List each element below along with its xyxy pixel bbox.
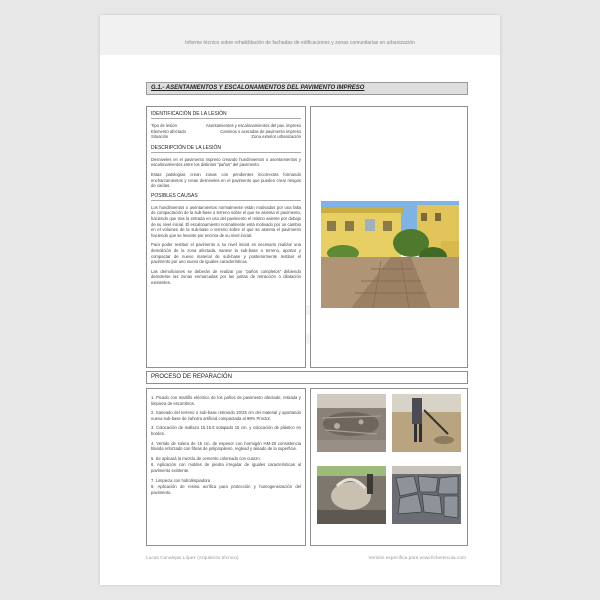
repair-step: 7. Limpieza con hidrolimpiadora [151,477,211,483]
repair-step: 8. Aplicación de resina acrílica para protección y homogeneización del pavimento. [151,484,301,495]
repair-step: 3. Colocación de mallazo 15.15.6 solapado 15 cm. y colocación de plástico en bordes. [151,425,301,436]
repair-photos-box [310,388,468,546]
page-top-band [100,15,500,55]
repair-step: 2. Saneado del terreno o sub-base retirando 20/25 cm del material y aportando nueva sub-base de zahorra artificial compactada al 98% Proctor. [151,410,301,421]
description-paragraph: Desniveles en el pavimento impreso creando hundimientos o asentamientos y escalonamientos entre los distintos “paños” del pavimento. [151,156,301,168]
causes-paragraph: Las demoliciones se deberán de realizar por “paños completos” debiendo demolerse las zonas enmarcadas por las juntas de retracción o dilatación existentes. [151,268,301,285]
description-heading: DESCRIPCIÓN DE LA LESIÓN [151,145,301,153]
lesion-title: G.1.- ASENTAMIENTOS Y ESCALONAMIENTOS DEL PAVIMENTO IMPRESO [151,85,365,91]
causes-paragraph: Los hundimientos o asentamientos normalmente están motivados por una falta de compactación de la sub-base o terreno sobre el que se asienta el pavimento, haciendo que tras la entrada en uso del pavimento el mismo asiente por debajo de su nivel inicial. El escalonamiento normalmente está motivado por un cambio en el volumen de la sub-base o terreno sobre el que se asienta el pavimento haciendo que se levante por encima de su nivel inicial. [151,204,301,238]
repair-step: 4. Vertido de solera de 15 cm. de espesor con hormigón HM-20 consistencia blanda reforzado con fibras de polipropileno, reglead y alisado de la superficie. [151,440,301,452]
identification-label: Elemento afectado [151,128,186,134]
page-header: Informe técnico sobre rehabilitación de fachadas de edificaciones y zonas comunitarias en urbanización [185,40,415,46]
identification-heading: IDENTIFICACIÓN DE LA LESIÓN [151,111,301,119]
repair-step: 6. Aplicación con moldes de piedra irregular de iguales características al pavimento existente. [151,462,301,473]
identification-list [151,123,301,140]
identification-value: Zona exterior urbanización [251,134,301,140]
street-photo [321,201,459,308]
lesion-title-bar [146,82,468,95]
stamped-pavement-photo [392,466,461,524]
repair-heading: PROCESO DE REPARACIÓN [151,374,232,380]
footer-author: Lucas Canalejas López (Arquitecto técnico) [146,556,239,561]
causes-paragraph: Para poder restituir el pavimento a su nivel inicial es necesario realizar una demolición de la zona afectada, sanear la sub-base o terreno, aportar y compactar de nuevo material de sub-base y posteriormente restituir el pavimento por uno nuevo de iguales características. [151,242,301,265]
description-paragraph: Estas patologías crean zonas con pendientes incorrectas formando encharcamientos y crean desniveles en el pavimento que pueden crear riesgos de caídas. [151,171,301,189]
repair-step: 1. Picado con martillo eléctrico de los paños de pavimento afectado, retirada y limpieza de escombros. [151,395,301,406]
concrete-pouring-photo [317,466,386,524]
identification-label: Tipo de lesión [151,123,177,128]
identification-row [151,134,301,140]
demolition-photo [317,394,386,452]
worker-compacting-photo [392,394,461,452]
repair-photo-grid [317,394,461,538]
repair-section-bar [146,371,468,384]
document-page [100,15,500,585]
causes-heading: POSIBLES CAUSAS [151,193,301,201]
identification-value: Asentamientos y escalonamientos del pav. impreso [205,123,301,128]
lesion-photo-box [310,106,468,368]
identification-label: Situación [151,134,169,140]
identification-value: Caminos o aceradas de pavimento impreso [220,128,301,134]
lesion-info-box [146,106,306,368]
footer-website[interactable]: Versión específica para www.fichertecnia.com [368,556,466,561]
repair-step: 5. Se aplicará la mezcla de cemento coloreado con cuarzo. [151,455,261,461]
repair-steps-box [146,388,306,546]
